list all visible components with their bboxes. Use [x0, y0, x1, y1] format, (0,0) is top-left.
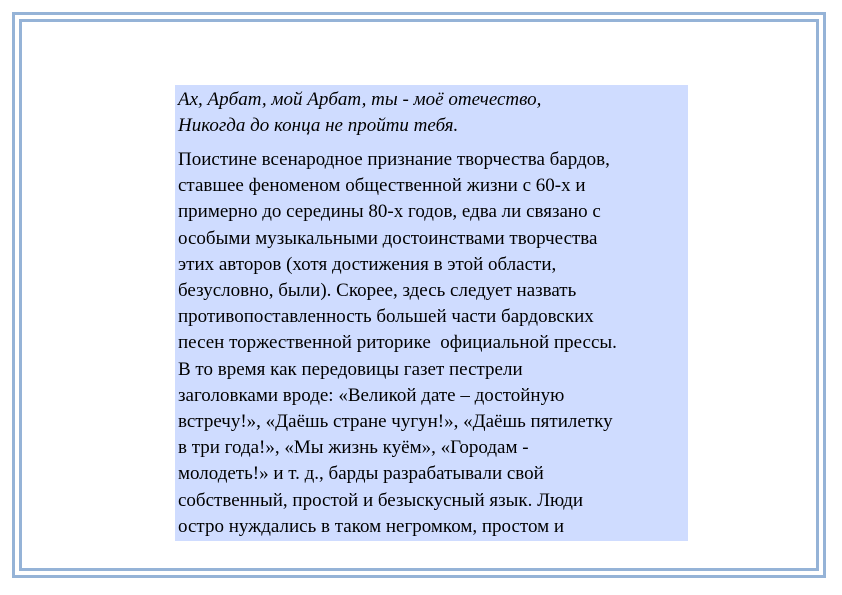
body-line: песен торжественной риторике официальной прессы. [178, 332, 617, 354]
body-line: особыми музыкальными достоинствами творчества [178, 227, 598, 249]
epigraph [178, 87, 688, 139]
body-line: противопоставленность большей части бардовских [178, 306, 594, 328]
text-box [175, 85, 688, 541]
body-line: ставшее феноменом общественной жизни с 60-х и [178, 175, 586, 197]
epigraph-line: Ах, Арбат, мой Арбат, ты - моё отечество, [178, 89, 542, 110]
body-line: этих авторов (хотя достижения в этой области, [178, 253, 557, 275]
body-line: остро нуждались в таком негромком, простом и [178, 515, 565, 537]
body-line: собственный, простой и безыскусный язык. Люди [178, 489, 584, 511]
epigraph-line: Никогда до конца не пройти тебя. [178, 115, 459, 136]
body-line: встречу!», «Даёшь стране чугун!», «Даёшь пятилетку [178, 411, 613, 433]
body-line: заголовками вроде: «Великой дате – достойную [178, 384, 565, 406]
body-line: В то время как передовицы газет пестрели [178, 358, 523, 380]
body-line: примерно до середины 80-х годов, едва ли связано с [178, 201, 601, 223]
body-line: Поистине всенародное признание творчества бардов, [178, 149, 610, 170]
body-line: молодеть!» и т. д., барды разрабатывали свой [178, 463, 544, 485]
body-line: безусловно, были). Скорее, здесь следует назвать [178, 280, 577, 302]
body-paragraph [178, 147, 688, 540]
body-line: в три года!», «Мы жизнь куём», «Городам - [178, 437, 529, 459]
